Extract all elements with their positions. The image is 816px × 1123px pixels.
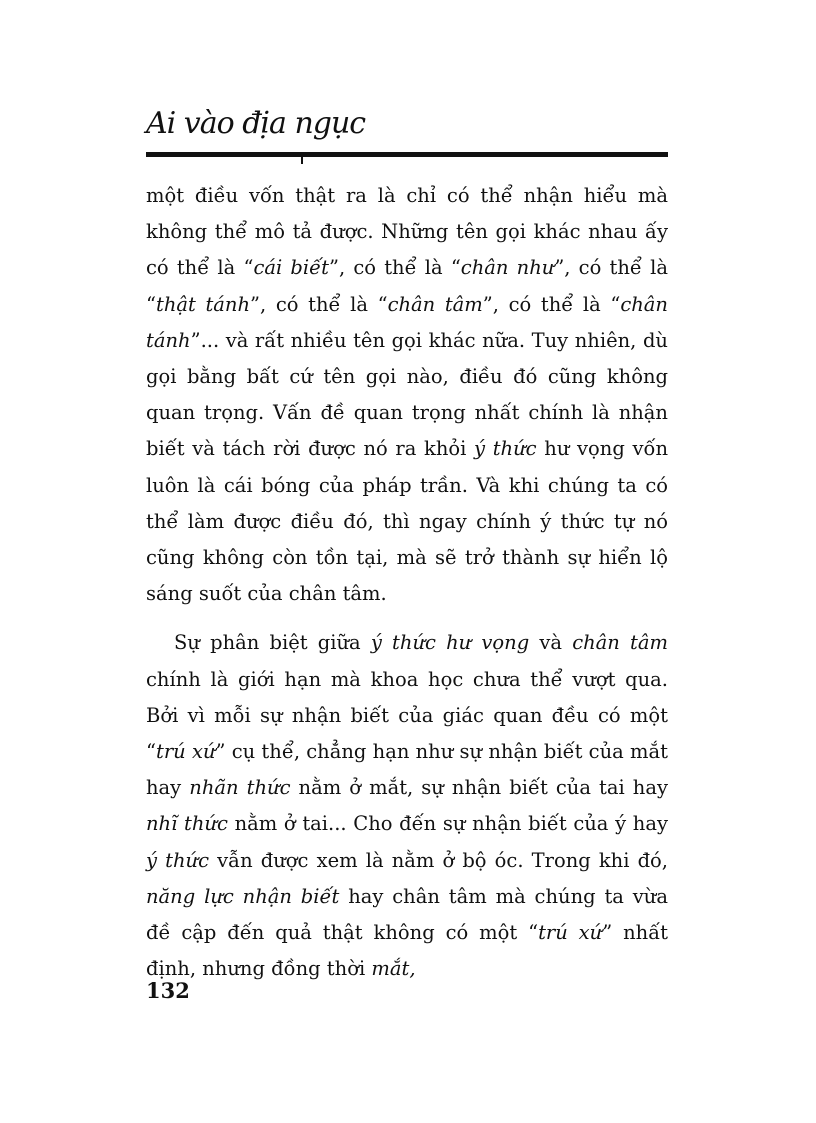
text-run: hay chân tâm mà chúng ta vừa đề cập đến quả thật không có một “ (146, 884, 668, 945)
page-number: 132 (146, 978, 190, 1003)
text-run: chính là giới hạn mà khoa học chưa thể vượt qua. Bởi vì mỗi sự nhận biết của giác quan đều có một “ (146, 667, 668, 764)
running-header (146, 106, 666, 166)
paragraph (146, 178, 668, 612)
italic-term: ý thức hư vọng (370, 631, 530, 655)
italic-term: chân như (460, 256, 555, 280)
paragraph (146, 625, 668, 987)
header-rule-ornament (301, 155, 303, 164)
italic-term: trú xứ (155, 740, 216, 764)
text-run: ”... và rất nhiều tên gọi khác nữa. Tuy nhiên, dù gọi bằng bất cứ tên gọi nào, điều đó cũng không quan trọng. Vấn đề quan trọng nhất chính là nhận biết và tách rời được nó ra khỏi (146, 328, 668, 461)
running-title: Ai vào địa ngục (146, 106, 366, 141)
text-run: ”, có thể là “ (482, 292, 621, 316)
italic-term: năng lực nhận biết (146, 884, 340, 908)
text-run: vẫn được xem là nằm ở bộ óc. Trong khi đó, (209, 848, 668, 872)
italic-term: cái biết (253, 256, 329, 280)
body-text (146, 178, 668, 987)
text-run: ”, có thể là “ (146, 256, 668, 316)
italic-term: trú xứ (538, 921, 603, 945)
text-run: nằm ở tai... Cho đến sự nhận biết của ý hay (227, 812, 668, 836)
italic-term: thật tánh (155, 292, 251, 316)
text-run: ”, có thể là “ (250, 292, 388, 316)
text-run: Sự phân biệt giữa (174, 631, 371, 655)
text-run: ”, có thể là “ (328, 256, 461, 280)
text-run: nằm ở mắt, sự nhận biết của tai hay (290, 776, 668, 800)
text-run: và (529, 631, 573, 655)
text-run: hư vọng vốn luôn là cái bóng của pháp trần. Và khi chúng ta có thể làm được điều đó, thì ngay chính ý thức tự nó cũng không còn tồn tại, mà sẽ trở thành sự hiển lộ sáng suốt của chân tâm. (146, 437, 668, 606)
italic-term: chân tâm (572, 631, 668, 655)
text-run: ” cụ thể, chẳng hạn như sự nhận biết của mắt hay (146, 740, 668, 800)
header-rule (146, 152, 668, 157)
text-run: một điều vốn thật ra là chỉ có thể nhận hiểu mà không thể mô tả được. Những tên gọi khác nhau ấy có thể là “ (146, 184, 668, 280)
italic-term: mắt, (371, 957, 416, 981)
italic-term: chân tâm (387, 292, 483, 316)
italic-term: ý thức (146, 848, 210, 872)
italic-term: ý thức (474, 437, 537, 461)
text-run: ” nhất định, nhưng đồng thời (146, 921, 668, 981)
italic-term: chân tánh (146, 292, 668, 352)
italic-term: nhĩ thức (146, 812, 228, 836)
italic-term: nhãn thức (189, 776, 291, 800)
